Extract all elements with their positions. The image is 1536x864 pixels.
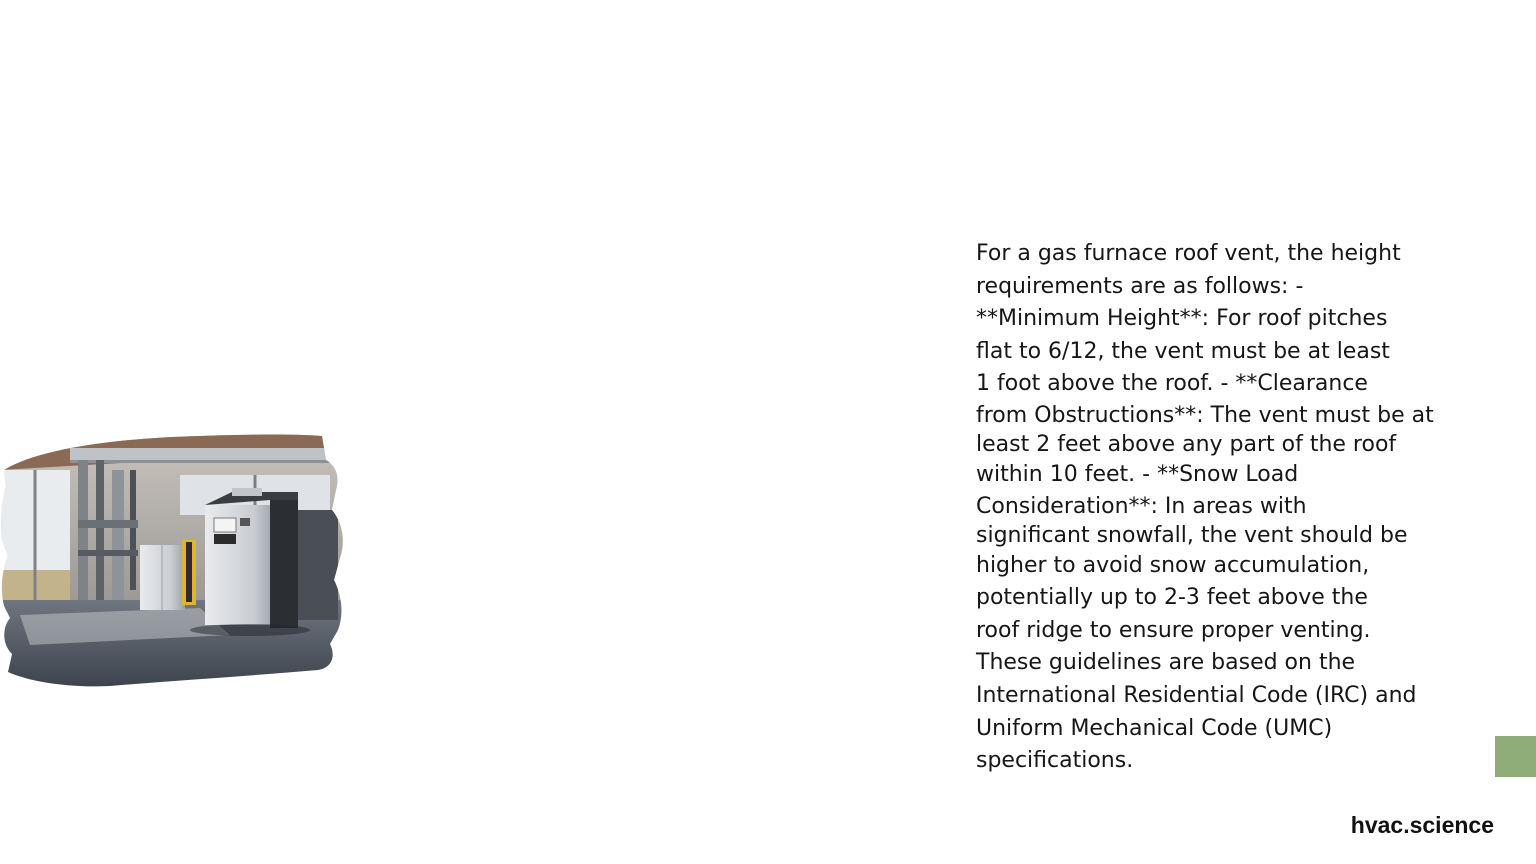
body-text-line: higher to avoid snow accumulation, <box>976 552 1370 578</box>
body-text-line: significant snowfall, the vent should be <box>976 522 1408 548</box>
body-text-line: within 10 feet. - **Snow Load <box>976 461 1299 487</box>
body-text <box>976 238 1451 778</box>
accent-square <box>1495 736 1536 777</box>
body-text-line: Uniform Mechanical Code (UMC) <box>976 715 1333 741</box>
body-text-line: 1 foot above the roof. - **Clearance <box>976 371 1368 397</box>
body-text-line: Consideration**: In areas with <box>976 493 1307 519</box>
body-text-line: potentially up to 2-3 feet above the <box>976 585 1368 611</box>
body-text-line: specifications. <box>976 748 1134 774</box>
furnace-room-illustration <box>0 430 350 692</box>
site-brand: hvac.science <box>1350 812 1494 838</box>
body-text-line: from Obstructions**: The vent must be at <box>976 402 1434 428</box>
body-text-line: International Residential Code (IRC) and <box>976 682 1417 708</box>
body-text-line: requirements are as follows: - <box>976 273 1304 299</box>
body-text-line: For a gas furnace roof vent, the height <box>976 241 1401 266</box>
body-text-line: **Minimum Height**: For roof pitches <box>976 306 1388 332</box>
body-text-line: roof ridge to ensure proper venting. <box>976 617 1371 643</box>
body-text-line: flat to 6/12, the vent must be at least <box>976 338 1390 364</box>
body-text-line: These guidelines are based on the <box>976 650 1356 676</box>
body-text-line: least 2 feet above any part of the roof <box>976 431 1397 457</box>
